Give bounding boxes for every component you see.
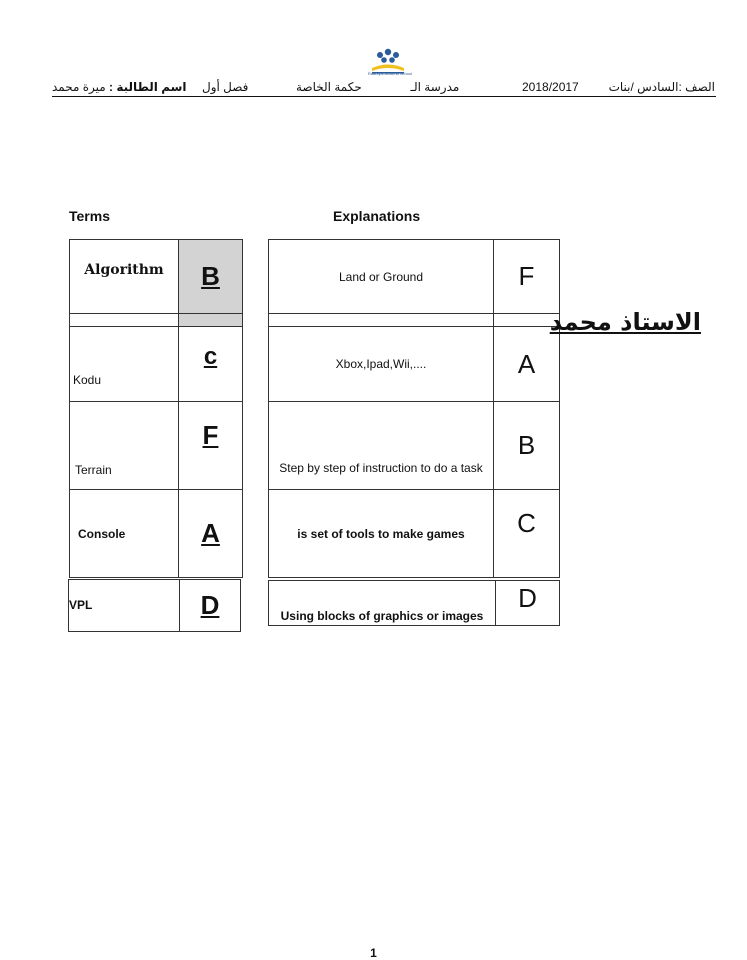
school-logo-icon	[366, 46, 410, 82]
term-letter	[179, 314, 243, 327]
student-label: اسم الطالبة :	[109, 80, 187, 94]
term-cell: Algorithm	[70, 240, 179, 314]
table-row	[70, 490, 243, 578]
explanations-table-last	[268, 580, 560, 626]
header-divider	[52, 96, 716, 97]
term-cell: Kodu	[70, 327, 179, 402]
term-letter: A	[179, 490, 243, 578]
term-cell	[70, 314, 179, 327]
term-cell: Console	[70, 490, 179, 578]
table-row	[269, 240, 560, 314]
term-cell: Terrain	[70, 402, 179, 490]
table-row	[269, 490, 560, 578]
school-prefix: مدرسة الـ	[410, 80, 460, 94]
table-row	[70, 240, 243, 314]
teacher-signature: الاستاذ محمد	[549, 308, 701, 336]
school-logo-text: Raabiyat Alhikma School	[367, 71, 413, 76]
semester-label: فصل أول	[202, 80, 249, 94]
term-letter: F	[179, 402, 243, 490]
table-row	[70, 402, 243, 490]
grade-label: الصف :السادس /بنات	[608, 80, 715, 94]
table-row	[269, 581, 560, 626]
terms-table-last	[68, 579, 241, 632]
explanation-cell: is set of tools to make games	[269, 490, 494, 578]
explanation-letter: B	[494, 402, 560, 490]
table-row	[69, 580, 241, 632]
school-year: 2018/2017	[522, 80, 579, 94]
school-name-group	[296, 80, 459, 94]
explanation-letter: C	[494, 490, 560, 578]
explanation-cell: Land or Ground	[269, 240, 494, 314]
explanation-cell: Step by step of instruction to do a task	[269, 402, 494, 490]
explanation-cell: Xbox,Ipad,Wii,....	[269, 327, 494, 402]
terms-title: Terms	[69, 208, 110, 224]
explanations-title: Explanations	[333, 208, 421, 224]
student-name: ميرة محمد	[52, 80, 106, 94]
school-name: حكمة الخاصة	[296, 80, 362, 94]
explanation-cell	[269, 314, 494, 327]
term-cell: VPL	[69, 580, 180, 632]
term-letter: D	[180, 580, 241, 632]
terms-table	[69, 239, 243, 578]
table-row	[70, 327, 243, 402]
explanation-letter: D	[496, 581, 560, 626]
table-row	[269, 402, 560, 490]
explanation-cell: Using blocks of graphics or images	[269, 581, 496, 626]
student-name-group	[52, 80, 187, 94]
table-row	[269, 327, 560, 402]
term-letter: c	[179, 327, 243, 402]
term-letter: B	[179, 240, 243, 314]
table-row	[70, 314, 243, 327]
page-number: 1	[370, 946, 377, 960]
explanation-letter: F	[494, 240, 560, 314]
explanation-letter: A	[494, 327, 560, 402]
explanations-table	[268, 239, 560, 578]
table-row	[269, 314, 560, 327]
